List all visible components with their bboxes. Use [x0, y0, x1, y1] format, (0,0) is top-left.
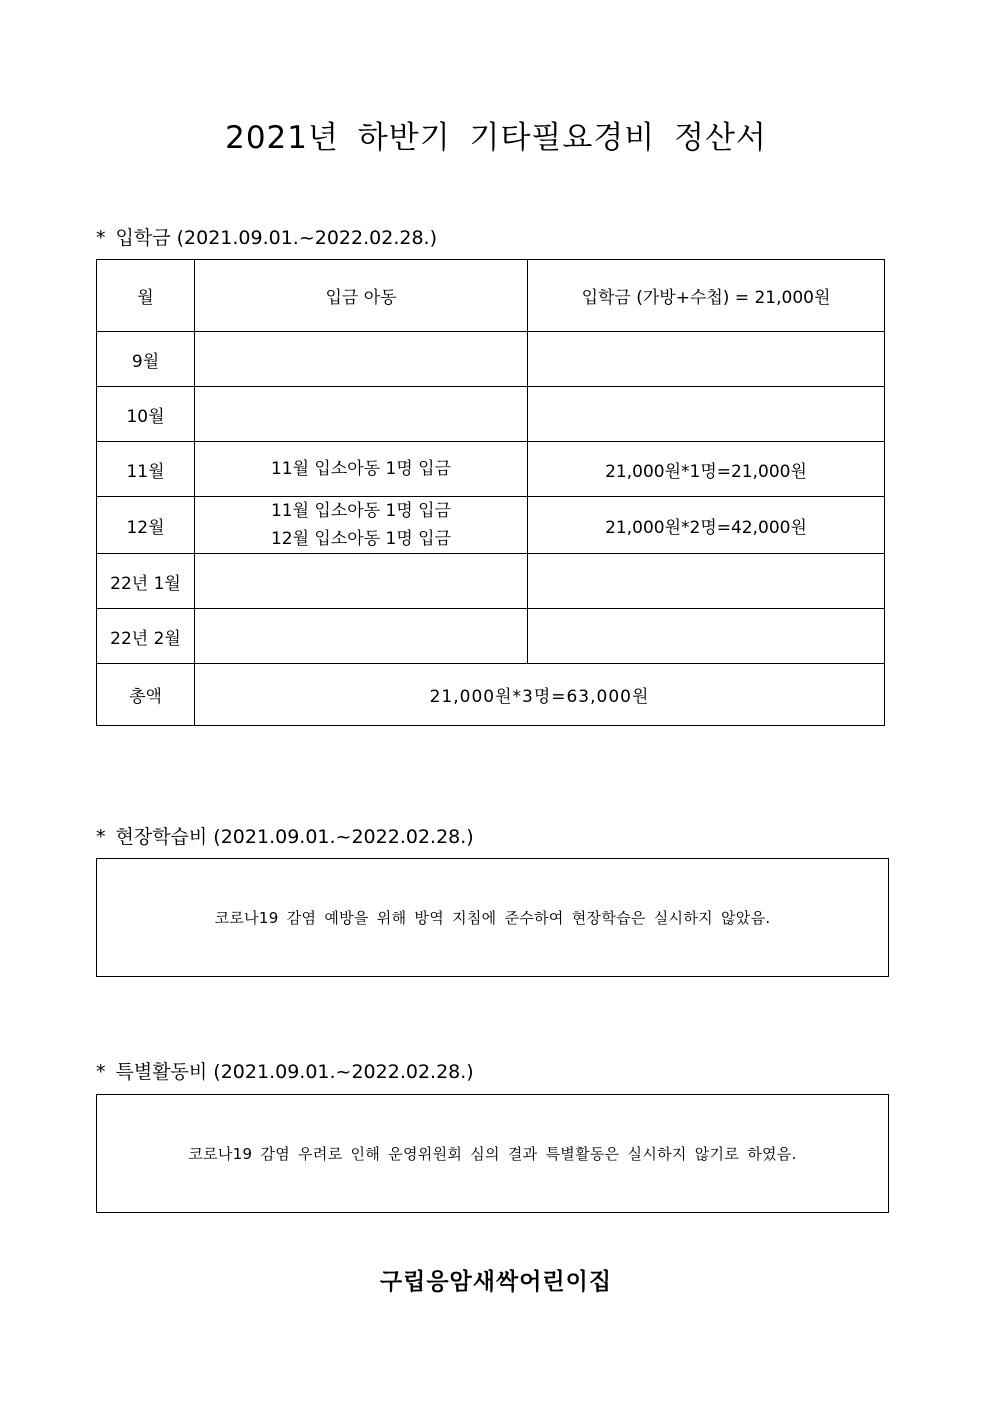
table-total-row [97, 664, 885, 726]
amount-cell [528, 554, 885, 609]
month-cell: 22년 2월 [97, 609, 195, 664]
page-title: 2021년 하반기 기타필요경비 정산서 [225, 120, 767, 156]
children-cell [195, 497, 528, 554]
total-label: 총액 [97, 664, 195, 726]
admission-heading-text: 입학금 (2021.09.01.~2022.02.28.) [115, 227, 437, 249]
children-cell [195, 442, 528, 497]
children-line: 11월 입소아동 1명 입금 [270, 501, 452, 521]
table-row [97, 497, 885, 554]
table-row [97, 387, 885, 442]
special-activity-note: 코로나19 감염 우려로 인해 운영위원회 심의 결과 특별활동은 실시하지 않기로 하였음. [188, 1145, 797, 1163]
bullet-star: * [96, 227, 106, 249]
children-line: 12월 입소아동 1명 입금 [270, 529, 452, 549]
amount-cell [528, 609, 885, 664]
organization-name: 구립응암새싹어린이집 [379, 1269, 613, 1295]
total-value: 21,000원*3명=63,000원 [195, 664, 885, 726]
field-trip-section-heading [96, 822, 474, 849]
children-cell [195, 332, 528, 387]
table-row [97, 554, 885, 609]
field-trip-heading-text: 현장학습비 (2021.09.01.~2022.02.28.) [115, 826, 474, 848]
table-row [97, 442, 885, 497]
children-cell [195, 609, 528, 664]
amount-cell [528, 387, 885, 442]
month-cell: 9월 [97, 332, 195, 387]
children-cell [195, 387, 528, 442]
table-header-row [97, 260, 885, 332]
field-trip-note: 코로나19 감염 예방을 위해 방역 지침에 준수하여 현장학습은 실시하지 않았음. [214, 909, 771, 927]
header-amount: 입학금 (가방+수첩) = 21,000원 [528, 260, 885, 332]
table-row [97, 332, 885, 387]
bullet-star: * [96, 826, 106, 848]
admission-fee-table [96, 259, 885, 726]
special-activity-section-heading [96, 1057, 474, 1084]
bullet-star: * [96, 1061, 106, 1083]
month-cell: 12월 [97, 497, 195, 554]
amount-cell: 21,000원*1명=21,000원 [528, 442, 885, 497]
header-children: 입금 아동 [195, 260, 528, 332]
children-line: 11월 입소아동 1명 입금 [270, 459, 452, 479]
month-cell: 11월 [97, 442, 195, 497]
month-cell: 10월 [97, 387, 195, 442]
field-trip-note-box [96, 858, 889, 977]
special-activity-heading-text: 특별활동비 (2021.09.01.~2022.02.28.) [115, 1061, 474, 1083]
table-row [97, 609, 885, 664]
amount-cell [528, 332, 885, 387]
children-cell [195, 554, 528, 609]
special-activity-note-box [96, 1094, 889, 1213]
amount-cell: 21,000원*2명=42,000원 [528, 497, 885, 554]
admission-section-heading [96, 223, 437, 250]
header-month: 월 [97, 260, 195, 332]
month-cell: 22년 1월 [97, 554, 195, 609]
